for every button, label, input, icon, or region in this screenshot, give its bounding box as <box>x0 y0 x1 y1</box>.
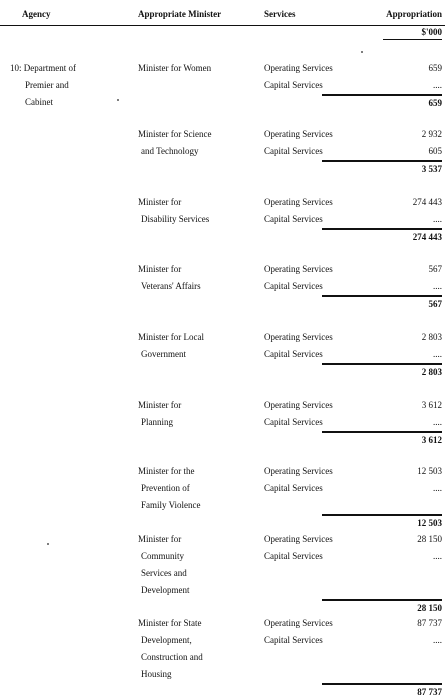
capital-services-value: .... <box>433 635 442 645</box>
minister-name-line: Minister for <box>138 197 182 207</box>
operating-services-label: Operating Services <box>264 400 333 410</box>
minister-name-line: Minister for Science <box>138 129 212 139</box>
minister-name-line: Development, <box>141 635 192 645</box>
capital-services-value: .... <box>433 281 442 291</box>
scan-speck <box>117 99 119 101</box>
operating-services-value: 28 150 <box>417 534 442 544</box>
capital-services-label: Capital Services <box>264 146 323 156</box>
capital-services-label: Capital Services <box>264 551 323 561</box>
row-total-value: 3 612 <box>421 435 442 445</box>
scan-speck <box>361 51 363 53</box>
subtotal-rule <box>322 363 442 365</box>
header-appropriation: Appropriation <box>386 9 442 19</box>
minister-name-line: Family Violence <box>141 500 201 510</box>
capital-services-label: Capital Services <box>264 80 323 90</box>
minister-name-line: Government <box>141 349 186 359</box>
subtotal-rule <box>322 431 442 433</box>
operating-services-label: Operating Services <box>264 332 333 342</box>
header-minister: Appropriate Minister <box>138 9 222 19</box>
minister-name-line: Prevention of <box>141 483 190 493</box>
minister-name-line: Planning <box>141 417 174 427</box>
operating-services-label: Operating Services <box>264 466 333 476</box>
header-rule <box>0 25 445 26</box>
scan-speck <box>47 543 49 545</box>
minister-name-line: Construction and <box>141 652 203 662</box>
header-agency: Agency <box>22 9 51 19</box>
operating-services-value: 2 932 <box>421 129 442 139</box>
row-total-value: 3 537 <box>421 164 442 174</box>
operating-services-value: 3 612 <box>421 400 442 410</box>
capital-services-value: 605 <box>428 146 442 156</box>
minister-name-line: Services and <box>141 568 187 578</box>
subtotal-rule <box>322 228 442 230</box>
operating-services-value: 567 <box>428 264 442 274</box>
capital-services-label: Capital Services <box>264 635 323 645</box>
subtotal-rule <box>322 160 442 162</box>
capital-services-value: .... <box>433 483 442 493</box>
header-units: $'000 <box>421 27 442 37</box>
capital-services-value: .... <box>433 417 442 427</box>
operating-services-value: 274 443 <box>412 197 442 207</box>
minister-name-line: Disability Services <box>141 214 210 224</box>
subtotal-rule <box>322 295 442 297</box>
minister-name-line: Veterans' Affairs <box>141 281 201 291</box>
operating-services-value: 659 <box>428 63 442 73</box>
capital-services-value: .... <box>433 551 442 561</box>
row-total-value: 2 803 <box>421 367 442 377</box>
agency-name-line-3: Cabinet <box>25 97 53 107</box>
subtotal-rule <box>322 94 442 96</box>
minister-name-line: and Technology <box>141 146 199 156</box>
subtotal-rule <box>322 599 442 601</box>
minister-name-line: Minister for <box>138 264 182 274</box>
operating-services-label: Operating Services <box>264 534 333 544</box>
capital-services-value: .... <box>433 349 442 359</box>
subtotal-rule <box>322 514 442 516</box>
row-total-value: 567 <box>428 299 442 309</box>
capital-services-label: Capital Services <box>264 281 323 291</box>
operating-services-label: Operating Services <box>264 129 333 139</box>
minister-name-line: Community <box>141 551 185 561</box>
capital-services-value: .... <box>433 80 442 90</box>
row-total-value: 87 737 <box>417 687 442 697</box>
operating-services-label: Operating Services <box>264 197 333 207</box>
minister-name-line: Minister for Local <box>138 332 204 342</box>
row-total-value: 28 150 <box>417 603 442 613</box>
operating-services-label: Operating Services <box>264 618 333 628</box>
row-total-value: 659 <box>428 98 442 108</box>
agency-name-line-1: 10: Department of <box>10 63 76 73</box>
minister-name-line: Minister for State <box>138 618 202 628</box>
minister-name-line: Housing <box>141 669 172 679</box>
capital-services-label: Capital Services <box>264 349 323 359</box>
operating-services-label: Operating Services <box>264 264 333 274</box>
capital-services-label: Capital Services <box>264 417 323 427</box>
capital-services-value: .... <box>433 214 442 224</box>
agency-name-line-2: Premier and <box>25 80 69 90</box>
row-total-value: 274 443 <box>412 232 442 242</box>
minister-name-line: Minister for Women <box>138 63 212 73</box>
operating-services-value: 87 737 <box>417 618 442 628</box>
capital-services-label: Capital Services <box>264 214 323 224</box>
subtotal-rule <box>322 683 442 685</box>
minister-name-line: Development <box>141 585 190 595</box>
capital-services-label: Capital Services <box>264 483 323 493</box>
operating-services-value: 12 503 <box>417 466 442 476</box>
header-services: Services <box>264 9 296 19</box>
minister-name-line: Minister for <box>138 400 182 410</box>
minister-name-line: Minister for the <box>138 466 195 476</box>
row-total-value: 12 503 <box>417 518 442 528</box>
units-underline <box>383 39 442 40</box>
minister-name-line: Minister for <box>138 534 182 544</box>
operating-services-label: Operating Services <box>264 63 333 73</box>
operating-services-value: 2 803 <box>421 332 442 342</box>
